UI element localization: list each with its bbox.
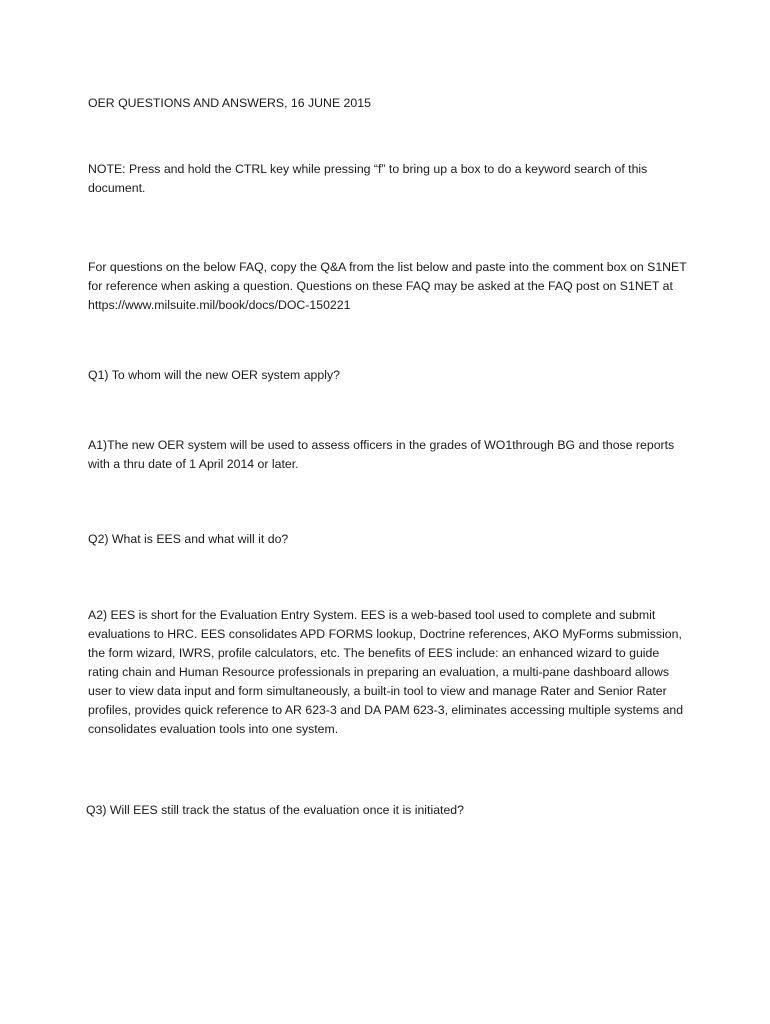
intro-paragraph: For questions on the below FAQ, copy the Q&A from the list below and paste into the comment box on S1NET for reference when asking a question. Questions on these FAQ may be asked at the FAQ post on S1NET at https://www.milsuite.mil/book/docs/DOC-150221	[88, 260, 687, 312]
search-note: NOTE: Press and hold the CTRL key while pressing “f” to bring up a box to do a keyword search of this document.	[88, 162, 648, 195]
question-2: Q2) What is EES and what will it do?	[88, 532, 289, 546]
question-3: Q3) Will EES still track the status of the evaluation once it is initiated?	[86, 803, 464, 817]
question-1: Q1) To whom will the new OER system apply?	[88, 368, 340, 382]
document-title: OER QUESTIONS AND ANSWERS, 16 JUNE 2015	[88, 96, 371, 110]
answer-2: A2) EES is short for the Evaluation Entry System. EES is a web-based tool used to complete and submit evaluations to HRC. EES consolidates APD FORMS lookup, Doctrine references, AKO MyForms submission, the form wizard, IWRS, profile calculators, etc. The benefits of EES include: an enhanced wizard to guide rating chain and Human Resource professionals in preparing an evaluation, a multi-pane dashboard allows user to view data input and form simultaneously, a built-in tool to view and manage Rater and Senior Rater profiles, provides quick reference to AR 623-3 and DA PAM 623-3, eliminates accessing multiple systems and consolidates evaluation tools into one system.	[88, 608, 684, 736]
answer-1: A1)The new OER system will be used to assess officers in the grades of WO1through BG and those reports with a thru date of 1 April 2014 or later.	[88, 438, 675, 471]
